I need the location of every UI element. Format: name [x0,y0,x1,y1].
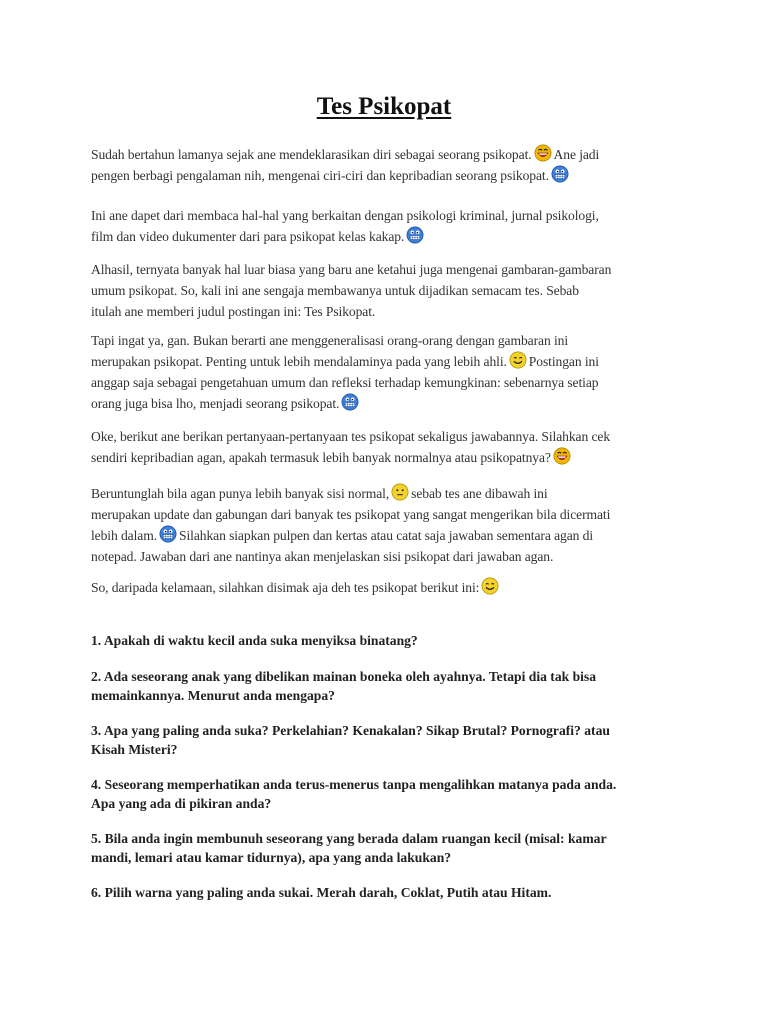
paragraph-line [91,259,691,280]
question-line: Kisah Misteri? [91,742,178,757]
paragraph-line [91,447,691,468]
line-text: Tapi ingat ya, gan. Bukan berarti ane menggeneralisasi orang-orang dengan gambaran ini [91,333,568,348]
paragraph [91,426,691,468]
paragraph-line [91,483,691,504]
question-item [91,721,691,759]
paragraph-line [91,301,691,322]
paragraph-line [91,546,691,567]
paragraph [91,330,691,414]
question-item [91,775,691,813]
line-text: orang juga bisa lho, menjadi seorang psikopat. [91,396,340,411]
line-text: merupakan update dan gabungan dari banyak tes psikopat yang sangat mengerikan bila dicermati [91,507,611,522]
line-text: Postingan ini [528,354,599,369]
line-text: Sudah bertahun lamanya sejak ane mendeklarasikan diri sebagai seorang psikopat. [91,147,532,162]
paragraph-line [91,372,691,393]
question-item [91,631,691,650]
laugh-emoticon-icon [553,447,571,465]
line-text: So, daripada kelamaan, silahkan disimak aja deh tes psikopat berikut ini: [91,580,480,595]
paragraph-line [91,426,691,447]
paragraph-line [91,330,691,351]
question-line: mandi, lemari atau kamar tidurnya), apa yang anda lakukan? [91,850,452,865]
question-line: 2. Ada seseorang anak yang dibelikan mainan boneka oleh ayahnya. Tetapi dia tak bisa [91,669,596,684]
smile-emoticon-icon [509,351,527,369]
paragraph-line [91,504,691,525]
line-text: Oke, berikut ane berikan pertanyaan-pertanyaan tes psikopat sekaligus jawabannya. Silahkan cek [91,429,611,444]
blue-grin-emoticon-icon [406,226,424,244]
line-text: notepad. Jawaban dari ane nantinya akan menjelaskan sisi psikopat dari jawaban agan. [91,549,554,564]
line-text: Ane jadi [553,147,600,162]
blue-grin-emoticon-icon [551,165,569,183]
line-text: anggap saja sebagai pengetahuan umum dan refleksi terhadap kemungkinan: sebenarnya setiap [91,375,599,390]
question-line: 3. Apa yang paling anda suka? Perkelahian? Kenakalan? Sikap Brutal? Pornografi? atau [91,723,610,738]
question-line: 1. Apakah di waktu kecil anda suka menyiksa binatang? [91,633,418,648]
paragraph-line [91,144,691,165]
paragraph-line [91,165,691,186]
line-text: lebih dalam. [91,528,157,543]
line-text: Beruntunglah bila agan punya lebih banyak sisi normal, [91,486,390,501]
line-text: umum psikopat. So, kali ini ane sengaja membawanya untuk dijadikan semacam tes. Sebab [91,283,579,298]
line-text: sendiri kepribadian agan, apakah termasuk lebih banyak normalnya atau psikopatnya? [91,450,551,465]
paragraph-line [91,393,691,414]
paragraph [91,483,691,567]
question-item [91,883,691,902]
question-item [91,667,691,705]
line-text: Alhasil, ternyata banyak hal luar biasa yang baru ane ketahui juga mengenai gambaran-gambaran [91,262,612,277]
line-text: Ini ane dapet dari membaca hal-hal yang berkaitan dengan psikologi kriminal, jurnal psikologi, [91,208,599,223]
paragraph [91,577,691,598]
paragraph-line [91,525,691,546]
line-text: pengen berbagi pengalaman nih, mengenai ciri-ciri dan kepribadian seorang psikopat. [91,168,549,183]
paragraph [91,205,691,247]
paragraph-line [91,226,691,247]
paragraph-line [91,577,691,598]
line-text: sebab tes ane dibawah ini [411,486,548,501]
document-title: Tes Psikopat [316,93,452,120]
blue-grin-emoticon-icon [341,393,359,411]
paragraph [91,144,691,186]
question-line: 4. Seseorang memperhatikan anda terus-menerus tanpa mengalihkan matanya pada anda. [91,777,617,792]
laugh-emoticon-icon [534,144,552,162]
paragraph-line [91,351,691,372]
question-line: Apa yang ada di pikiran anda? [91,796,272,811]
question-line: 6. Pilih warna yang paling anda sukai. Merah darah, Coklat, Putih atau Hitam. [91,885,552,900]
paragraph [91,259,691,322]
question-line: 5. Bila anda ingin membunuh seseorang yang berada dalam ruangan kecil (misal: kamar [91,831,607,846]
line-text: merupakan psikopat. Penting untuk lebih mendalaminya pada yang lebih ahli. [91,354,507,369]
paragraph-line [91,280,691,301]
paragraph-line [91,205,691,226]
line-text: Silahkan siapkan pulpen dan kertas atau catat saja jawaban sementara agan di [179,528,594,543]
question-item [91,829,691,867]
line-text: film dan video dukumenter dari para psikopat kelas kakap. [91,229,405,244]
blue-grin-emoticon-icon [159,525,177,543]
line-text: itulah ane memberi judul postingan ini: Tes Psikopat. [91,304,376,319]
smile-emoticon-icon [481,577,499,595]
question-line: memainkannya. Menurut anda mengapa? [91,688,335,703]
neutral-emoticon-icon [391,483,409,501]
